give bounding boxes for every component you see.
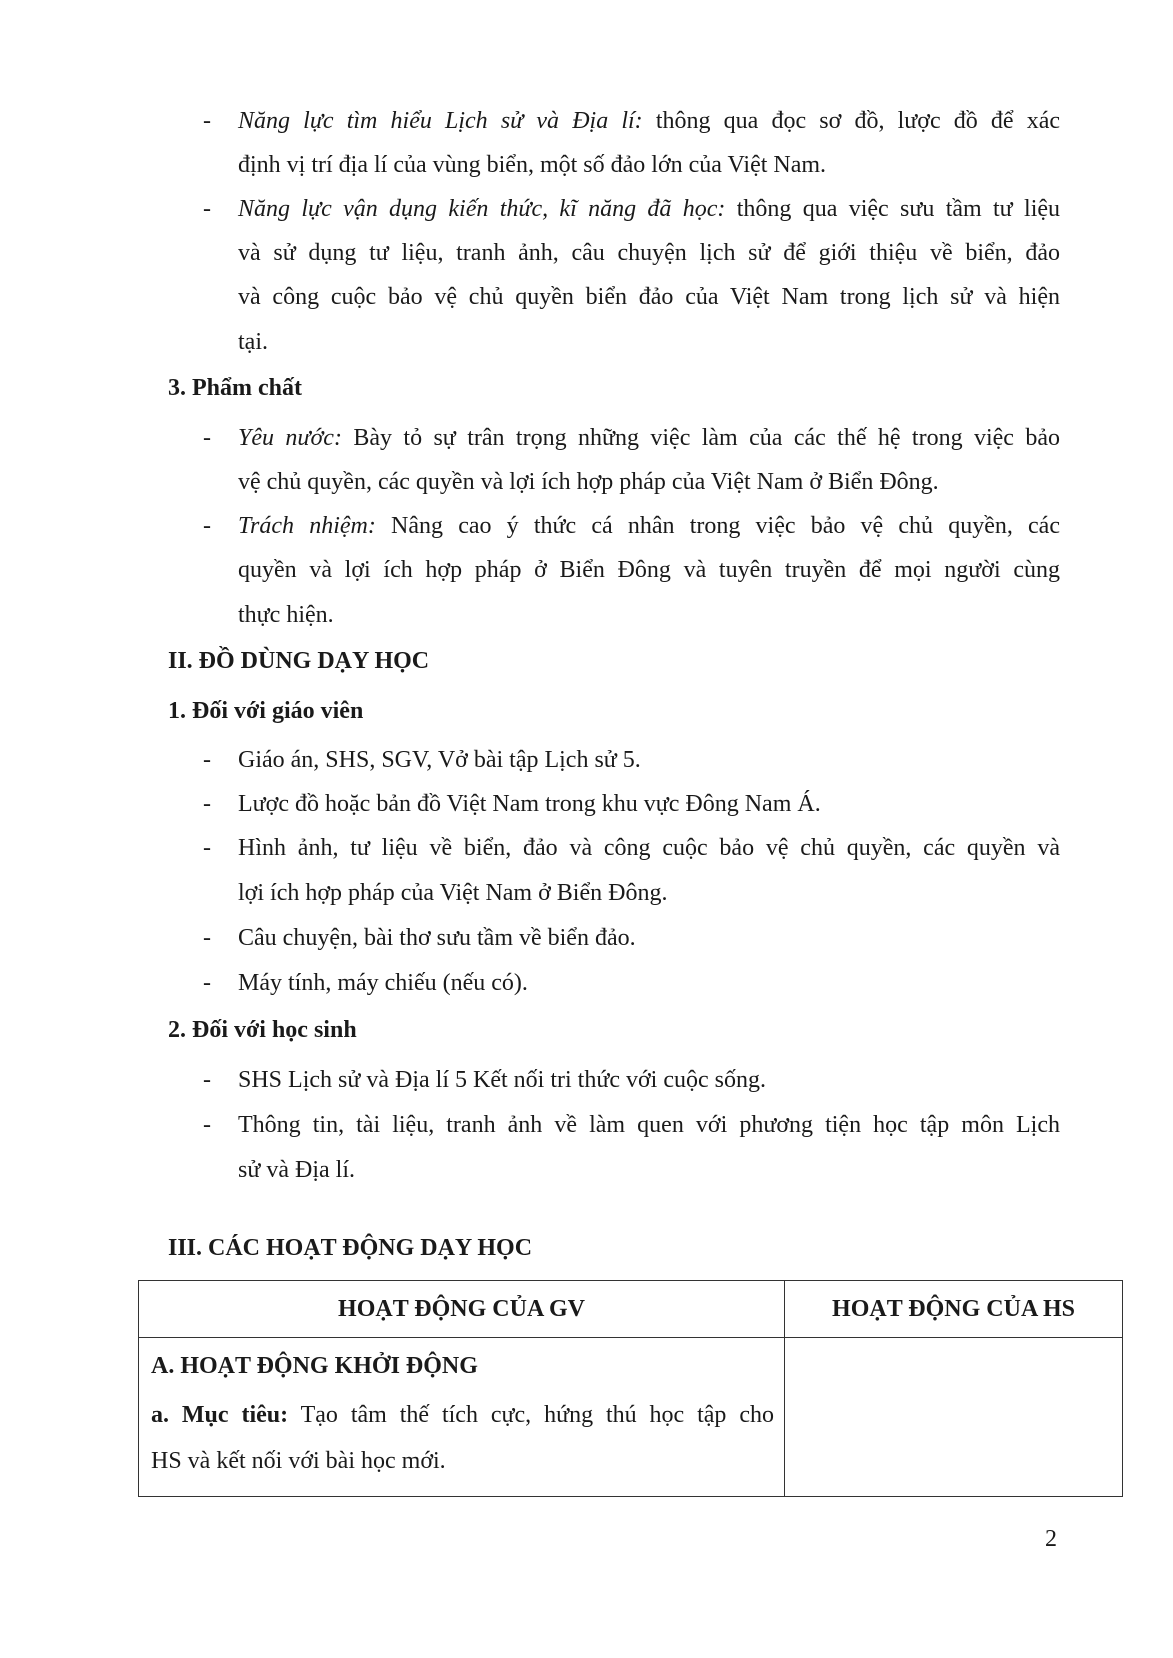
bullet-dash: - [203, 513, 211, 539]
teacher-item-4: Câu chuyện, bài thơ sưu tầm về biển đảo. [238, 925, 636, 951]
bullet-dash: - [203, 1067, 211, 1093]
student-item-2-line-1: Thông tin, tài liệu, tranh ảnh về làm quen với phương tiện học tập môn Lịch [238, 1112, 1060, 1138]
student-materials-heading: 2. Đối với học sinh [168, 1017, 357, 1043]
quality-1-line-2: vệ chủ quyền, các quyền và lợi ích hợp pháp của Việt Nam ở Biển Đông. [238, 469, 939, 495]
teacher-materials-heading: 1. Đối với giáo viên [168, 698, 364, 724]
bullet-dash: - [203, 791, 211, 817]
quality-2-line-3: thực hiện. [238, 602, 334, 628]
bullet-dash: - [203, 970, 211, 996]
bullet-dash: - [203, 425, 211, 451]
student-activity-cell [785, 1338, 1123, 1497]
competence-1-line-1: Năng lực tìm hiểu Lịch sử và Địa lí: thông qua đọc sơ đồ, lược đồ để xác [238, 108, 1061, 134]
quality-2-line-1: Trách nhiệm: Nâng cao ý thức cá nhân trong việc bảo vệ chủ quyền, các [238, 513, 1060, 539]
teacher-item-1: Giáo án, SHS, SGV, Vở bài tập Lịch sử 5. [238, 747, 641, 773]
bullet-dash: - [203, 747, 211, 773]
quality-1-line-1: Yêu nước: Bày tỏ sự trân trọng những việc làm của các thế hệ trong việc bảo [238, 425, 1061, 451]
competence-2-line-1: Năng lực vận dụng kiến thức, kĩ năng đã học: thông qua việc sưu tầm tư liệu [238, 196, 1061, 222]
competence-2-line-2: và sử dụng tư liệu, tranh ảnh, câu chuyện lịch sử để giới thiệu về biển, đảo [238, 240, 1060, 266]
teacher-item-5: Máy tính, máy chiếu (nếu có). [238, 970, 528, 996]
page-number: 2 [1045, 1526, 1057, 1552]
header-student-activity: HOẠT ĐỘNG CỦA HS [785, 1281, 1123, 1338]
header-teacher-activity: HOẠT ĐỘNG CỦA GV [139, 1281, 785, 1338]
bullet-dash: - [203, 1112, 211, 1138]
section-title: A. HOẠT ĐỘNG KHỞI ĐỘNG [151, 1353, 478, 1379]
table-header-row [139, 1281, 1123, 1338]
student-item-1: SHS Lịch sử và Địa lí 5 Kết nối tri thức với cuộc sống. [238, 1067, 766, 1093]
competence-2-line-3: và công cuộc bảo vệ chủ quyền biển đảo của Việt Nam trong lịch sử và hiện [238, 284, 1060, 310]
bullet-dash: - [203, 108, 211, 134]
bullet-dash: - [203, 925, 211, 951]
bullet-dash: - [203, 196, 211, 222]
competence-1-line-2: định vị trí địa lí của vùng biển, một số đảo lớn của Việt Nam. [238, 152, 827, 178]
goal-line-1: a. Mục tiêu: Tạo tâm thế tích cực, hứng thú học tập cho [151, 1402, 774, 1428]
teacher-item-3-line-2: lợi ích hợp pháp của Việt Nam ở Biển Đông. [238, 880, 668, 906]
goal-line-2: HS và kết nối với bài học mới. [151, 1448, 446, 1474]
competence-2-line-4: tại. [238, 329, 268, 355]
teacher-activity-cell [139, 1338, 785, 1497]
student-item-2-line-2: sử và Địa lí. [238, 1157, 355, 1183]
quality-2-line-2: quyền và lợi ích hợp pháp ở Biển Đông và tuyên truyền để mọi người cùng [238, 557, 1060, 583]
activities-table [138, 1280, 1123, 1497]
bullet-dash: - [203, 835, 211, 861]
qualities-heading: 3. Phẩm chất [168, 375, 302, 401]
table-row [139, 1338, 1123, 1497]
teacher-item-3-line-1: Hình ảnh, tư liệu về biển, đảo và công cuộc bảo vệ chủ quyền, các quyền và [238, 835, 1060, 861]
teacher-item-2: Lược đồ hoặc bản đồ Việt Nam trong khu vực Đông Nam Á. [238, 791, 821, 817]
materials-heading: II. ĐỒ DÙNG DẠY HỌC [168, 648, 430, 674]
activities-heading: III. CÁC HOẠT ĐỘNG DẠY HỌC [168, 1235, 533, 1261]
